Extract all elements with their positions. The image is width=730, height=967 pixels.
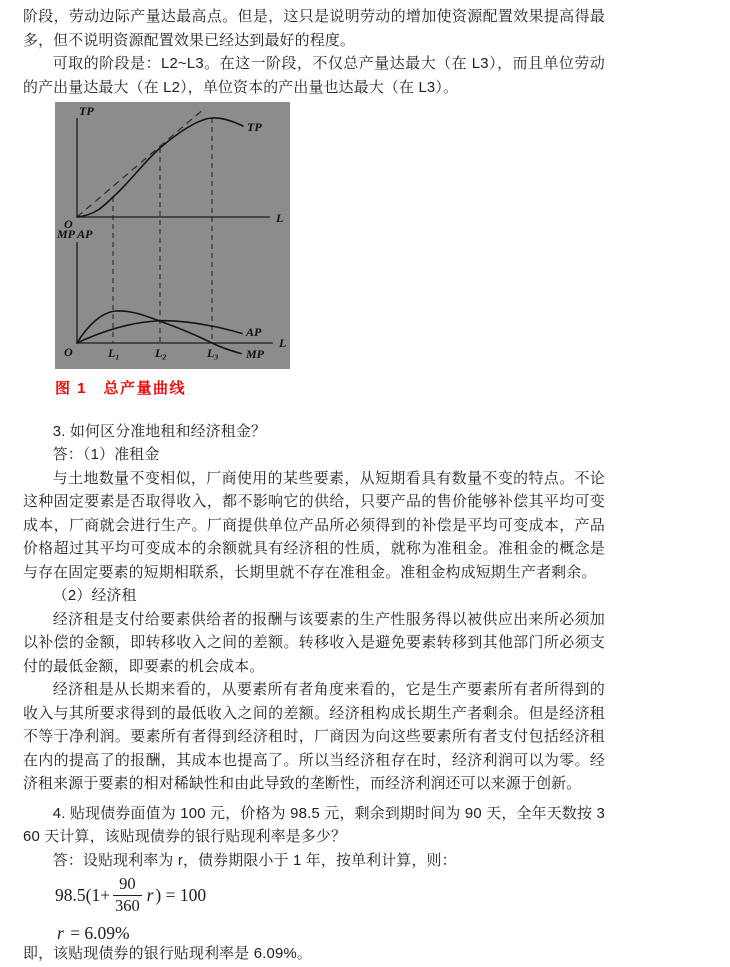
bottom-y-axis-label: MP AP [57,227,93,241]
heading-economic-rent: （2）经济租 [52,588,137,604]
top-origin-label: O [64,217,73,231]
top-x-axis-label: L [276,211,284,225]
discount-formula [55,875,605,915]
paragraph-stage-conclusion: 阶段，劳动边际产量达最高点。但是，这只是说明劳动的增加使资源配置效果提高得最多，但不说明资源配置效果已经达到最好的程度。 [23,9,605,49]
answer-3-heading: 答：（1）准租金 [52,447,160,463]
formula-result [55,923,605,943]
bottom-x-axis-label: L [279,336,287,350]
bottom-origin-label: O [64,345,73,359]
top-y-axis-label: TP [79,104,94,118]
tick-l3: $L_3$ [207,346,219,362]
formula-suffix: ) = 100 [155,884,207,905]
formula-fraction [113,875,142,915]
mp-curve-label: MP [246,347,264,361]
fraction-denominator: 360 [114,895,140,915]
result-value: = 6.09% [70,923,130,943]
final-statement: 即，该贴现债券的银行贴现利率是 6.09%。 [23,946,313,962]
tick-l2: $L_2$ [155,346,167,362]
fraction-numerator: 90 [113,875,142,895]
tick-l1: $L_1$ [108,346,120,362]
paragraph-quasi-rent: 与土地数量不变相似，厂商使用的某些要素，从短期看具有数量不变的特点。不论这种固定要素是否取得收入，都不影响它的供给，只要产品的售价能够补偿其平均可变成本，厂商就会进行生产。厂商提供单位产品所必须得到的补偿是平均可变成本，产品价格超过其平均可变成本的余额就具有经济租的性质，就称为准租金。准租金的概念是与存在固定要素的短期相联系，长期里就不存在准租金。准租金构成短期生产者剩余。 [23,470,605,581]
paragraph-economic-rent-1: 经济租是支付给要素供给者的报酬与该要素的生产性服务得以被供应出来所必须加以补偿的金额，即转移收入之间的差额。转移收入是避免要素转移到其他部门所必须支付的最低金额，即要素的机会成本。 [23,611,605,675]
paragraph-preferable-stage: 可取的阶段是：L2~L3。在这一阶段，不仅总产量达最大（在 L3），而且单位劳动的产出量达最大（在 L2），单位资本的产出量也达最大（在 L3）。 [23,56,605,96]
answer-4-setup: 答：设贴现利率为 r，债券期限小于 1 年，按单利计算，则： [52,852,457,869]
tp-curve-label: TP [247,120,262,134]
result-variable: r [57,923,64,943]
question-4: 4. 贴现债券面值为 100 元，价格为 98.5 元，剩余到期时间为 90 天，全年天数按 360 天计算，该贴现债券的银行贴现利率是多少？ [23,805,605,845]
question-3: 3. 如何区分准地租和经济租金？ [52,423,267,440]
formula-variable: r [146,884,154,905]
figure-caption: 图 1 总产量曲线 [55,380,187,397]
production-curves-figure [55,102,290,369]
ap-curve-label: AP [246,325,262,339]
paragraph-economic-rent-2: 经济租是从长期来看的，从要素所有者角度来看的，它是生产要素所有者所得到的收入与其所要求得到的最低收入之间的差额。经济租构成长期生产者剩余。但是经济租不等于净利润。要素所有者得到经济租时，厂商因为向这些要素所有者支付包括经济租在内的提高了的报酬，其成本也提高了。所以当经济租存在时，经济利润可以为零。经济租来源于要素的相对稀缺性和由此导致的垄断性，而经济利润还可以来源于创新。 [23,682,605,792]
production-curves-chart [55,102,290,369]
formula-prefix: 98.5(1+ [55,884,111,905]
